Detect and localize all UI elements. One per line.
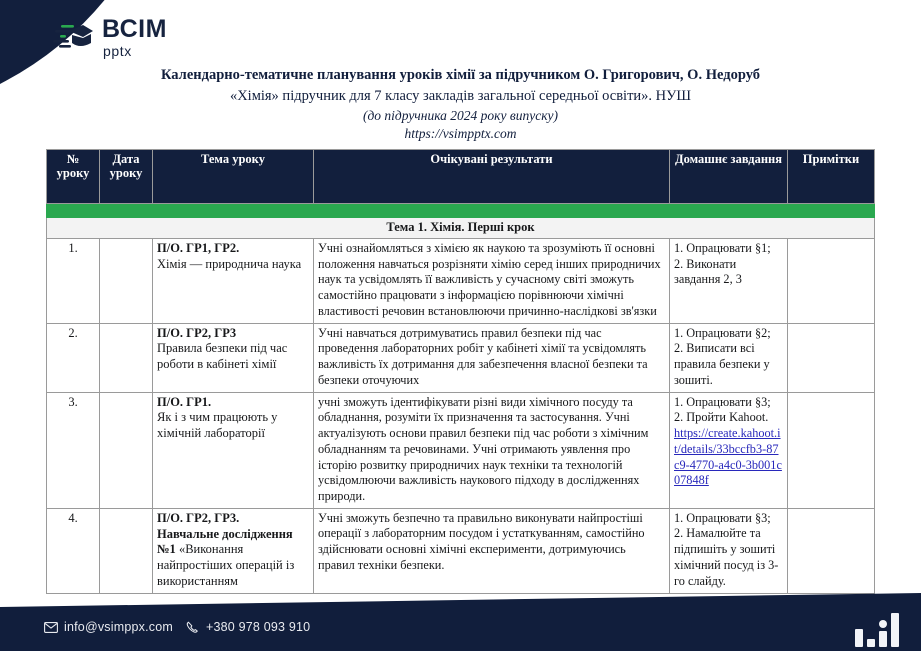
homework-line: 2. Виписати всі правила безпеки у зошиті. (674, 341, 770, 387)
cell-lesson-topic (153, 323, 314, 392)
page-edition-note: (до підручника 2024 року випуску) (362, 107, 559, 123)
cell-lesson-number: 4. (47, 508, 100, 593)
footer-bar-col (855, 605, 863, 647)
table-row (47, 392, 875, 508)
cell-lesson-number: 3. (47, 392, 100, 508)
graduation-cap-icon (47, 18, 93, 58)
page-website: https://vsimpptx.com (404, 125, 517, 141)
footer-email-text: info@vsimppx.com (64, 620, 173, 634)
footer-contacts (44, 620, 310, 634)
footer-email-item (44, 620, 173, 634)
envelope-icon (44, 622, 58, 633)
homework-line: 1. Опрацювати §1; (674, 241, 771, 255)
homework-line: 1. Опрацювати §2; (674, 325, 771, 340)
topic-name: Правила безпеки під час роботи в кабінеті хімії (157, 341, 288, 372)
table-row (47, 323, 875, 392)
section-title-row (47, 218, 875, 239)
cell-expected-results: Учні зможуть безпечно та правильно виконувати найпростіші операції з лабораторним посудом і устаткуванням, самостійно здійснювати основні хімічні експерименти, дотримуючись правил техніки безпеки. (314, 508, 670, 593)
cell-homework (670, 323, 788, 392)
cell-lesson-date (100, 239, 153, 324)
lesson-plan-table (46, 149, 875, 594)
col-header-lesson-date: Дата уроку (100, 150, 153, 204)
homework-line: 1. Опрацювати §3; (674, 394, 771, 409)
topic-code: П/О. ГР1. (157, 394, 212, 409)
footer-bar-chart-decoration (855, 605, 899, 647)
table-header-row (47, 150, 875, 204)
topic-name (157, 527, 309, 590)
cell-notes (788, 323, 875, 392)
footer-phone-text: +380 978 093 910 (205, 620, 311, 634)
homework-line: 2. Виконати завдання 2, 3 (674, 256, 742, 287)
homework-line: 1. Опрацювати §3; (674, 510, 771, 525)
cell-expected-results: Учні навчаться дотримуватись правил безпеки під час проведення лабораторних робіт у кабінеті хімії та усвідомлять важливість їх дотримання для забезпечення власної безпеки та безпеки оточуючих (314, 323, 670, 392)
footer-bar-col (879, 605, 887, 647)
cell-homework (670, 392, 788, 508)
homework-line: 2. Намалюйте та підпишіть у зошиті хімічний посуд із 3-го слайду. (674, 526, 779, 588)
page-title: Календарно-тематичне планування уроків хімії за підручником О. Григорович, О. Недоруб (160, 67, 761, 83)
title-block (0, 66, 921, 143)
table-row (47, 239, 875, 324)
col-header-homework: Домашнє завдання (670, 150, 788, 204)
topic-name: Як і з чим працюють у хімічній лабораторії (157, 410, 278, 441)
topic-name: Хімія — природнича наука (157, 256, 302, 271)
brand-logo (47, 17, 167, 58)
logo-subtext: pptx (103, 43, 132, 59)
cell-expected-results: Учні ознайомляться з хімією як наукою та зрозуміють її основні положення навчаться розрізняти хімію серед інших природничих наук та усвідомлять її важливість у сучасному світі зможуть самостійно працювати з інформацією порівнюючи хімічні властивості речовин встановлюючи причинно-наслідкові зв'язки (314, 239, 670, 324)
col-header-lesson-number: № уроку (47, 150, 100, 204)
cell-homework (670, 508, 788, 593)
topic-name-rest: «Виконання найпростіших операцій із використанням (157, 542, 295, 588)
table-row (47, 508, 875, 593)
cell-lesson-topic (153, 392, 314, 508)
table-header (47, 150, 875, 204)
cell-notes (788, 392, 875, 508)
table-body (47, 204, 875, 594)
topic-code: П/О. ГР1, ГР2. (157, 241, 240, 255)
cell-lesson-date (100, 508, 153, 593)
col-header-notes: Примітки (788, 150, 875, 204)
cell-lesson-topic (153, 239, 314, 324)
cell-lesson-number: 2. (47, 323, 100, 392)
cell-lesson-date (100, 323, 153, 392)
cell-lesson-number: 1. (47, 239, 100, 324)
homework-line: 2. Пройти Kahoot. (674, 410, 769, 425)
cell-homework (670, 239, 788, 324)
phone-icon (186, 621, 200, 634)
topic-study-label: Навчальне дослідження №1 (157, 526, 293, 557)
footer-bar-col (867, 605, 875, 647)
cell-expected-results: учні зможуть ідентифікувати різні види хімічного посуду та обладнання, розуміти їх призначення та застосування. Учні актуалізують основи правил безпеки під час роботи з хімічним обладнанням та речовинами. Учні отримають уявлення про історію розвитку природничих наук техніки та технологій усвідомлюючи важливість наукового підходу в дослідженнях природи. (314, 392, 670, 508)
footer-phone-item (186, 620, 310, 634)
topic-code: П/О. ГР2, ГР3. (157, 510, 240, 525)
page-subtitle: «Хімія» підручник для 7 класу закладів загальної середньої освіти». НУШ (229, 87, 692, 104)
col-header-lesson-topic: Тема уроку (153, 150, 314, 204)
footer-bar-col (891, 605, 899, 647)
cell-lesson-date (100, 392, 153, 508)
section-title-cell: Тема 1. Хімія. Перші крок (47, 218, 875, 239)
green-divider-cell (47, 204, 875, 218)
lesson-plan-table-wrap (46, 149, 874, 594)
logo-wordmark: ВСІМ (102, 15, 167, 43)
kahoot-link[interactable]: https://create.kahoot.it/details/33bccfb3-87c9-4770-a4c0-3b001c07848f (674, 426, 782, 488)
cell-notes (788, 239, 875, 324)
cell-lesson-topic (153, 508, 314, 593)
green-divider-row (47, 204, 875, 218)
col-header-expected-results: Очікувані результати (314, 150, 670, 204)
topic-code: П/О. ГР2, ГР3 (157, 325, 237, 340)
cell-notes (788, 508, 875, 593)
